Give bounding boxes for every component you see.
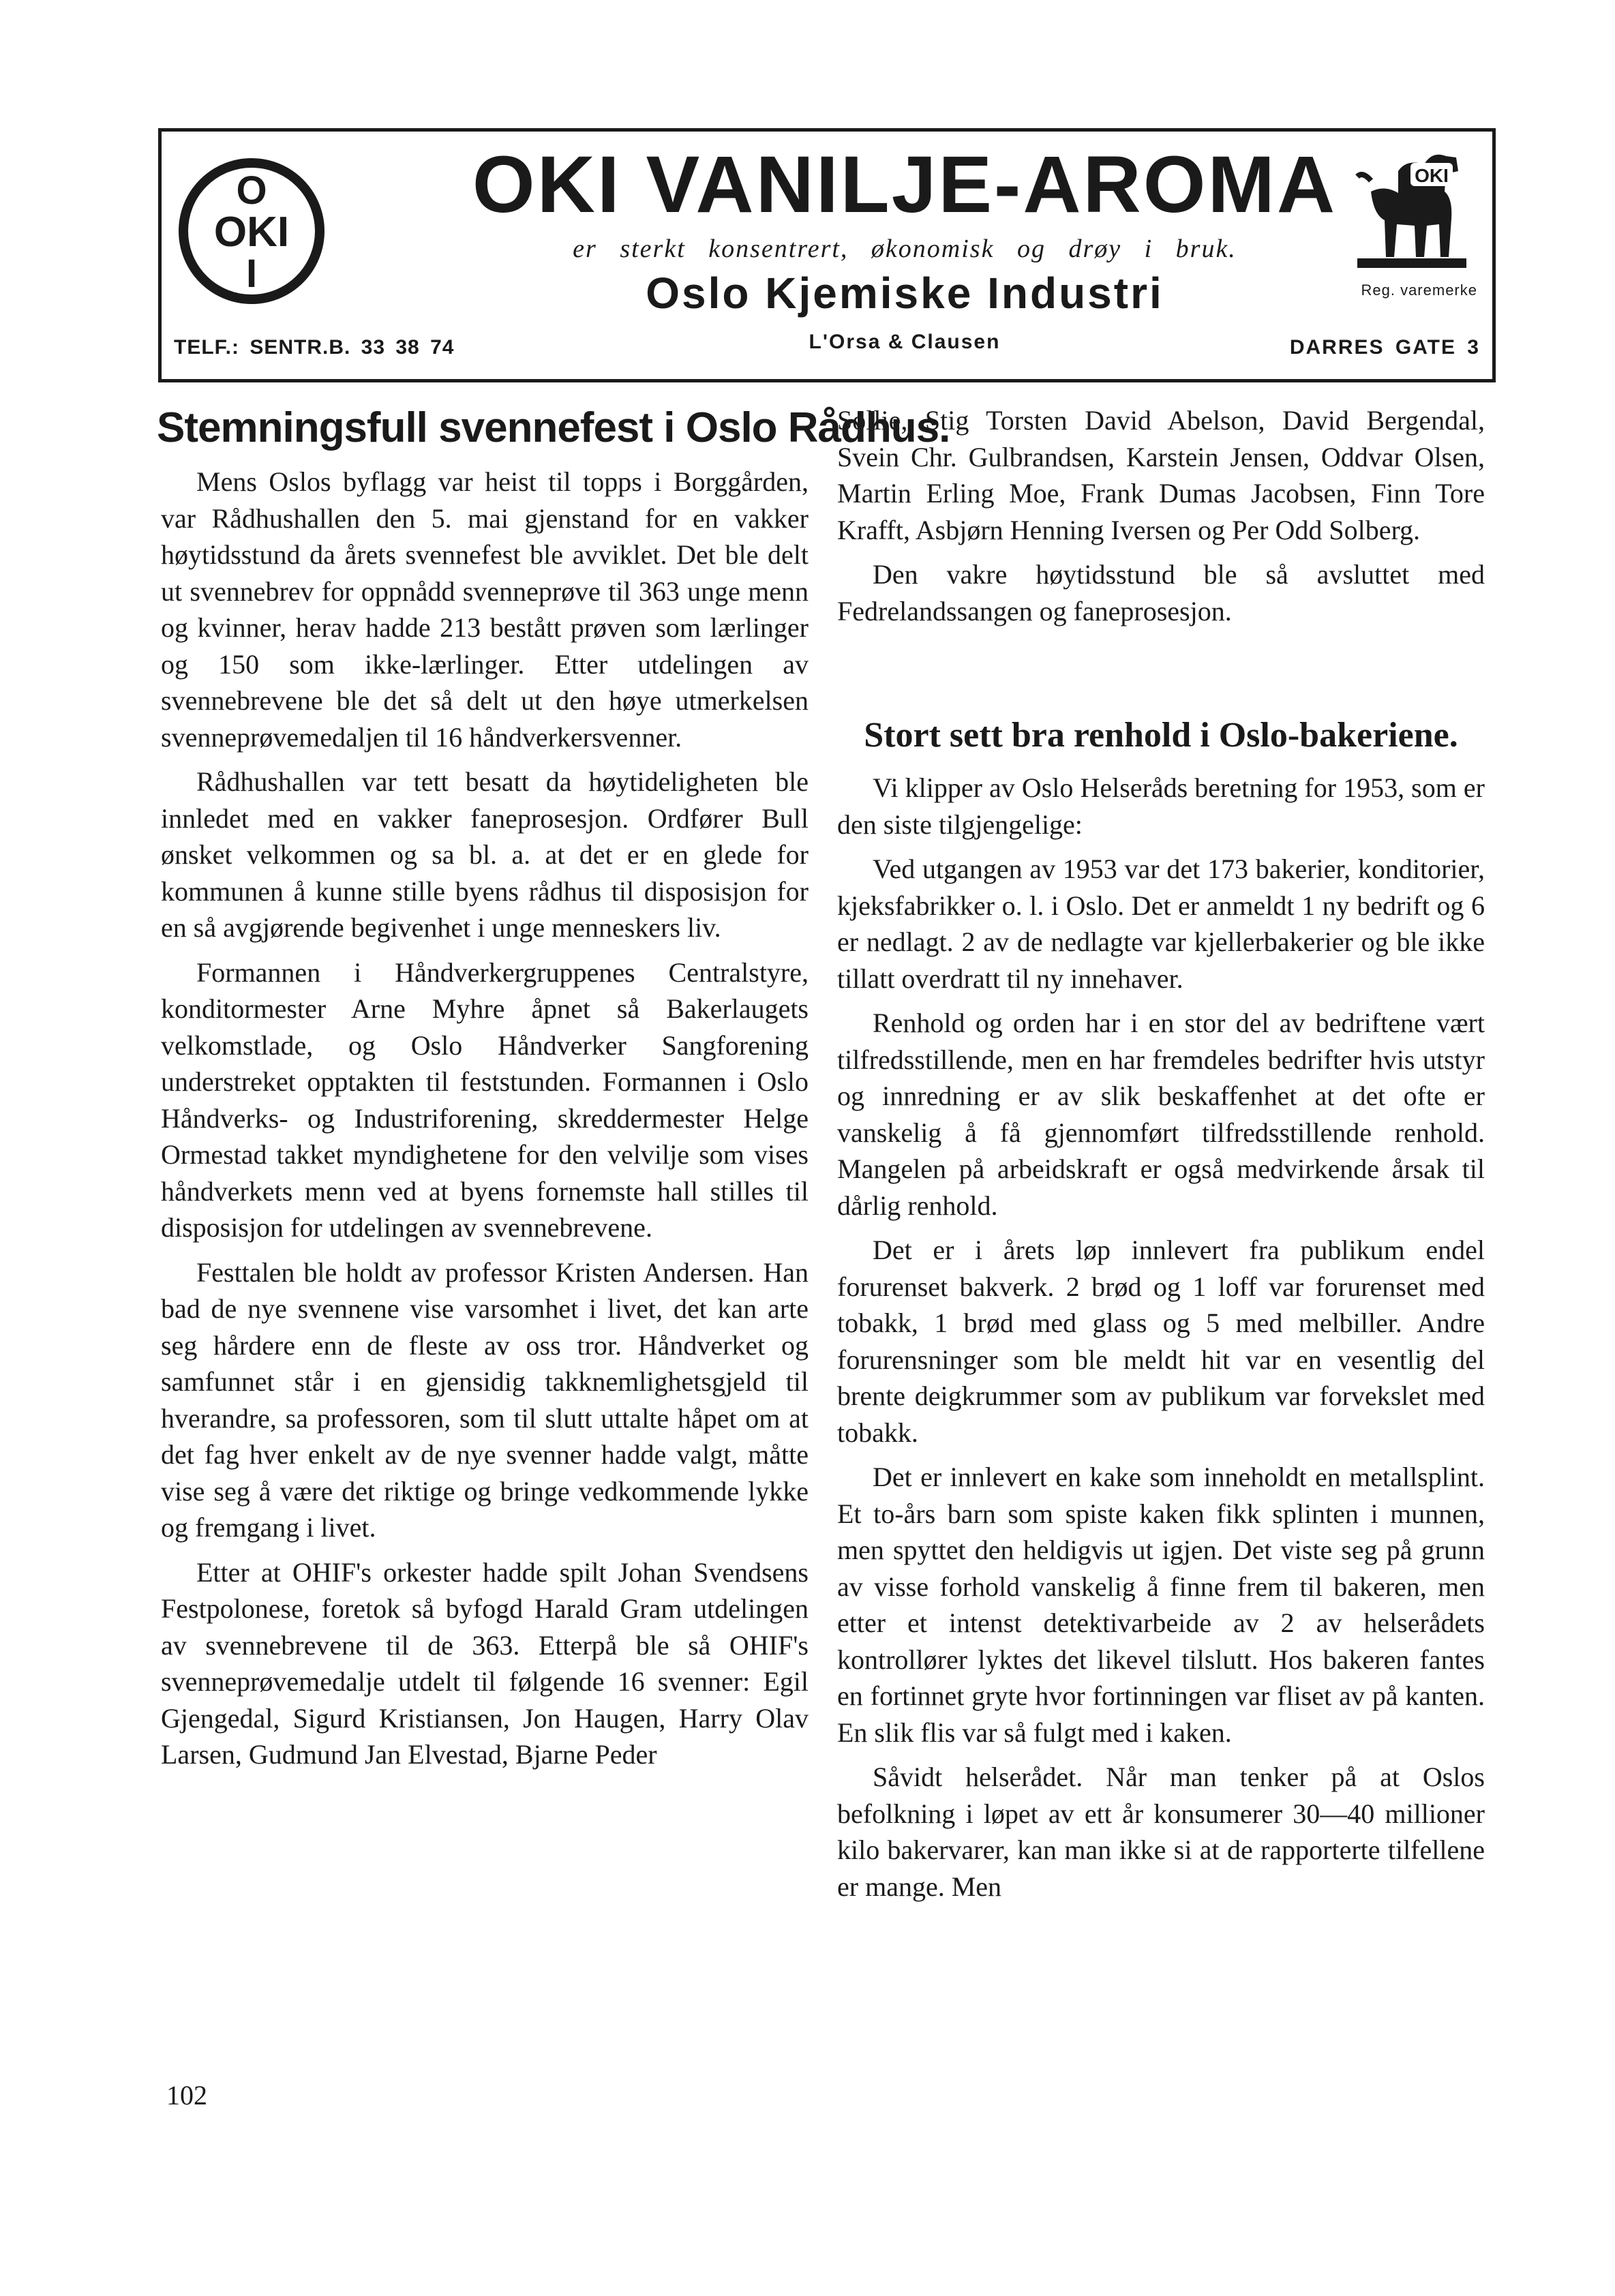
paragraph: Etter at OHIF's orkester hadde spilt Johan Svendsens Festpolonese, foretok så byfogd Harald Gram utdelingen av svennebrevene til de 363. Etterpå ble så OHIF's svenneprøvemedalje utdelt til følgende 16 svenner: Egil Gjengedal, Sigurd Kristiansen, Jon Haugen, Harry Olav Larsen, Gudmund Jan Elvestad, Bjarne Peder — [161, 1556, 809, 1770]
paragraph: Vi klipper av Oslo Helseråds beretning for 1953, som er den siste tilgjengelige: — [837, 772, 1485, 840]
paragraph: Mens Oslos byflagg var heist til topps i Borggården, var Rådhushallen den 5. mai gjenstand for en vakker høytidsstund da årets svennefest ble avviklet. Det ble delt ut svennebrev for oppnådd svenneprøve til 363 unge menn og kvinner, herav hadde 213 bestått prøven som lærlinger og 150 som ikke-lærlinger. Etter utdelingen av svennebrevene ble det så delt ut den høye utmerkelsen svenneprøvemedaljen til 16 håndverkersvenner. — [161, 466, 809, 753]
ad-address: DARRES GATE 3 — [1289, 336, 1480, 359]
ad-company: Oslo Kjemiske Industri — [646, 269, 1164, 318]
paragraph: Formannen i Håndverkergruppenes Centralstyre, konditormester Arne Myhre åpnet så Bakerlaugets velkomstlade, og Oslo Håndverker Sangforening understreket opptakten til feststunden. Formannen i Oslo Håndverks- og Industriforening, skreddermester Helge Ormestad takket myndighetene for den velvilje som vises håndverkets menn ved at byens fornemste hall stilles til disposisjon for utdelingen av svennebrevene. — [161, 956, 809, 1243]
article-headline-renhold: Stort sett bra renhold i Oslo-bakeriene. — [864, 716, 1458, 755]
ad-subcompany: L'Orsa & Clausen — [809, 331, 1001, 353]
ad-phone: TELF.: SENTR.B. 33 38 74 — [174, 336, 455, 359]
ad-title: OKI VANILJE-AROMA — [472, 140, 1338, 230]
advertisement-box — [158, 128, 1496, 382]
ad-tagline: er sterkt konsentrert, økonomisk og drøy i bruk. — [573, 235, 1237, 263]
paragraph: Festtalen ble holdt av professor Kristen Andersen. Han bad de nye svennene vise varsomhet i livet, det kan arte seg hårdere enn de fleste av oss tror. Håndverket og samfunnet står i en gjensidig takknemlighetsgjeld til hverandre, sa professoren, som til slutt uttalte håpet om at det fag hver enkelt av de nye svenner hadde valgt, måtte vise seg å være det riktige og bringe vedkommende lykke og fremgang i livet. — [161, 1256, 809, 1543]
logo-letter-middle: OKI — [213, 209, 290, 256]
paragraph: Det er i årets løp innlevert fra publikum endel forurenset bakverk. 2 brød og 1 loff var forurenset med tobakk, 1 brød med glass og 5 med melbiller. Andre forurensninger som ble meldt hit var en vesentlig del brente deigkrummer som av publikum var forvekslet med tobakk. — [837, 1235, 1485, 1448]
logo-letter-top: O — [236, 168, 267, 213]
paragraph: Det er innlevert en kake som inneholdt en metallsplint. Et to-års barn som spiste kaken fikk splinten i munnen, men spyttet den heldigvis ut igjen. Det viste seg på grunn av visse forhold vanskelig å finne frem til bakeren, men etter et intenst detektivarbeide av 2 av helserådets kontrollører lyktes det likevel tilslutt. Hos bakeren fantes en fortinnet gryte hvor fortinningen var fliset av på kanten. En slik flis var så fulgt med i kaken. — [837, 1462, 1485, 1748]
camel-trademark-icon — [1344, 144, 1480, 273]
right-column — [837, 402, 1485, 1913]
paragraph: Rådhushallen var tett besatt da høytideligheten ble innledet med en vakker faneprosesjon. Ordfører Bull ønsket velkommen og sa bl. a. at det er en glede for kommunen å kunne stille byens rådhus til disposisjon for en så avgjørende begivenhet i unge menneskers liv. — [161, 766, 809, 943]
trademark-note: Reg. varemerke — [1361, 282, 1477, 299]
logo-letter-bottom: I — [245, 252, 258, 296]
left-column — [157, 402, 950, 1781]
paragraph: Ved utgangen av 1953 var det 173 bakerier, konditorier, kjeksfabrikker o. l. i Oslo. Det er anmeldt 1 ny bedrift og 6 er nedlagt. 2 av de nedlagte var kjellerbakerier og ble ikke tillatt overdratt til ny innehaver. — [837, 854, 1485, 994]
oki-logo-icon — [177, 151, 327, 311]
paragraph: Den vakre høytidsstund ble så avsluttet med Fedrelandssangen og faneprosesjon. — [837, 559, 1485, 626]
camel-label: OKI — [1415, 165, 1449, 186]
paragraph-continuation: Sollie, Stig Torsten David Abelson, David Bergendal, Svein Chr. Gulbrandsen, Karstein Jensen, Oddvar Olsen, Martin Erling Moe, Frank Dumas Jacobsen, Finn Tore Krafft, Asbjørn Henning Iversen og Per Odd Solberg. — [837, 405, 1485, 545]
article-headline-svennefest: Stemningsfull svennefest i Oslo Rådhus. — [157, 404, 950, 451]
paragraph: Renhold og orden har i en stor del av bedriftene vært tilfredsstillende, men en har fremdeles bedrifter hvis utstyr og innredning er av slik beskaffenhet at det ofte er vanskelig å få gjennomført tilfredsstillende renhold. Mangelen på arbeidskraft er også medvirkende årsak til dårlig renhold. — [837, 1008, 1485, 1221]
paragraph: Såvidt helserådet. Når man tenker på at Oslos befolkning i løpet av ett år konsumerer 30—40 millioner kilo bakervarer, kan man ikke si at de rapporterte tilfellene er mange. Men — [837, 1762, 1485, 1902]
page-number: 102 — [166, 2080, 207, 2111]
